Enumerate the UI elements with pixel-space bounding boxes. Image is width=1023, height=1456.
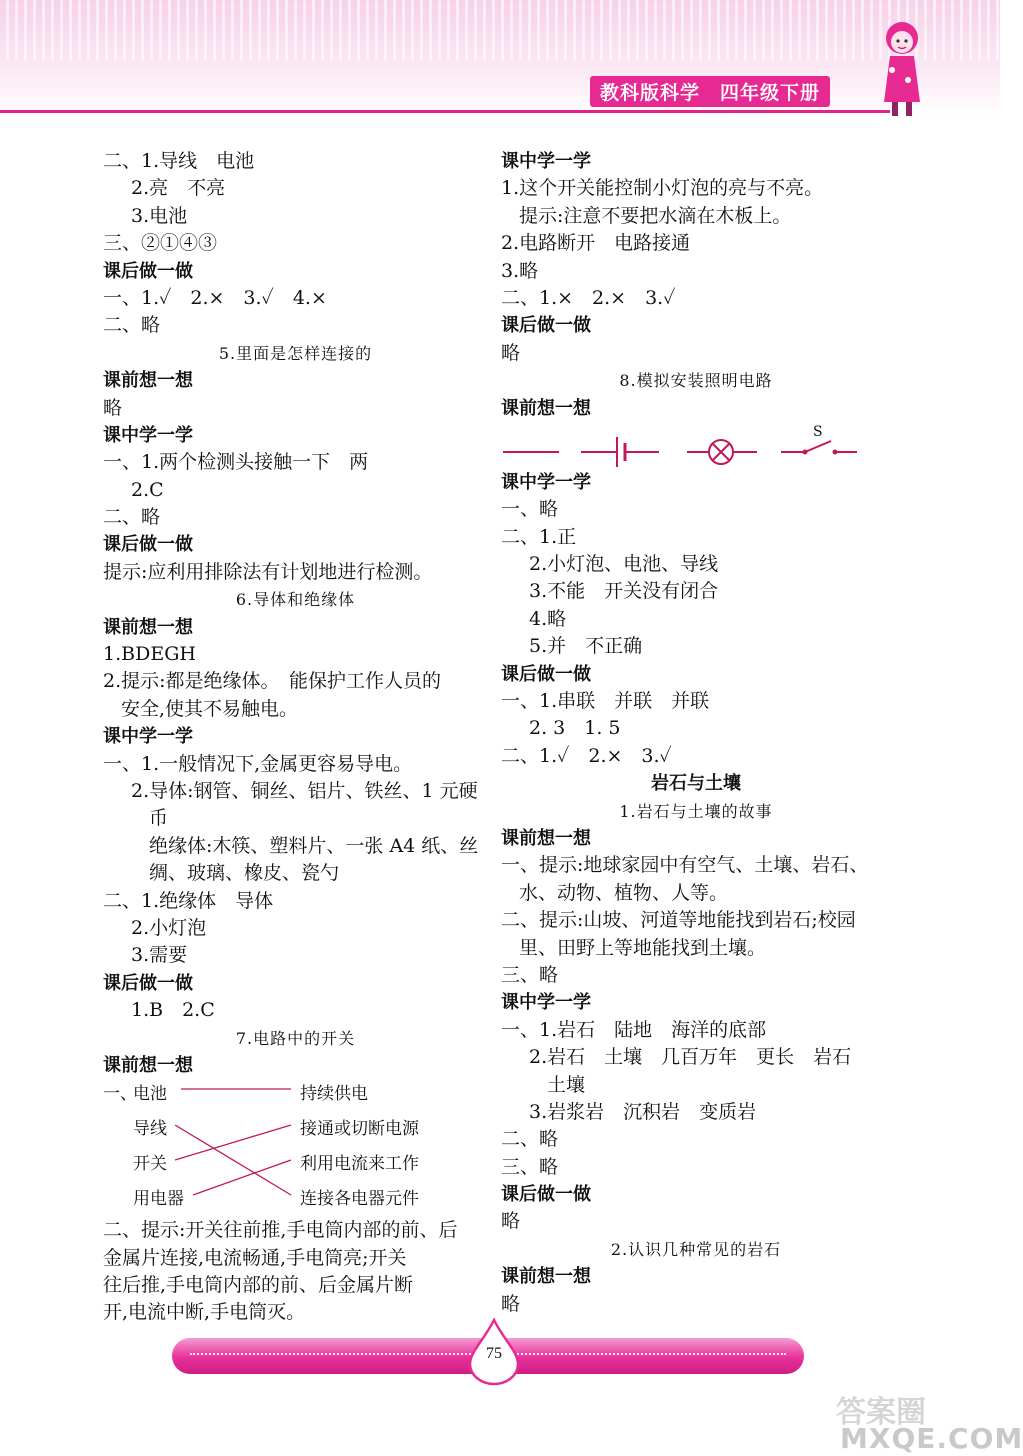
answer-line: 里、田野上等地能找到土壤。 (519, 936, 767, 959)
section-heading: 课后做一做 (501, 663, 591, 685)
lesson-title: 6.导体和绝缘体 (235, 590, 356, 610)
answer-line: 二、提示:山坡、河道等地能找到岩石;校园 (501, 909, 856, 932)
header-rule (0, 110, 890, 113)
book-title-badge: 教科版科学 四年级下册 (590, 76, 830, 107)
answer-line: 二、1.导线 电池 (103, 150, 255, 172)
answer-line: 略 (501, 341, 521, 364)
section-heading: 课中学一学 (103, 726, 193, 748)
left-answer-lines (103, 148, 488, 1079)
answer-line: 二、1.× 2.× 3.✓ (501, 286, 676, 309)
section-heading: 课中学一学 (501, 151, 591, 172)
answer-line: 3.不能 开关没有闭合 (529, 580, 719, 603)
section-heading: 课后做一做 (103, 534, 193, 556)
answer-line: 2.岩石 土壤 几百万年 更长 岩石 (529, 1046, 852, 1069)
right-column (501, 148, 891, 1318)
answer-line: 3.需要 (131, 944, 188, 967)
answer-line: 2.电路断开 电路接通 (501, 232, 691, 255)
lesson-title: 1.岩石与土壤的故事 (619, 801, 773, 821)
answer-line: 2.C (131, 478, 164, 501)
answer-line: 2. 3 1. 5 (529, 717, 621, 740)
section-heading: 课中学一学 (501, 471, 591, 493)
section-heading: 课后做一做 (501, 315, 591, 337)
section-heading: 课后做一做 (103, 260, 193, 282)
answer-line: 二、1.✓ 2.× 3.✓ (501, 744, 672, 767)
answer-line: 金属片连接,电流畅通,手电筒亮;开关 (103, 1246, 407, 1269)
svg-text:答案圈: 答案圈 (836, 1395, 926, 1430)
section-heading: 课中学一学 (103, 424, 193, 446)
answer-line: 二、略 (501, 1128, 559, 1151)
girl-mascot-icon (870, 10, 930, 120)
match-left-item: 用电器 (133, 1189, 184, 1210)
answer-line: 提示:应利用排除法有计划地进行检测。 (103, 560, 433, 583)
match-left-item: 开关 (133, 1154, 167, 1175)
answer-line: 绝缘体:木筷、塑料片、一张 A4 纸、丝 (149, 834, 479, 857)
answer-line: 三、②①④③ (103, 232, 218, 255)
lesson-title: 2.认识几种常见的岩石 (610, 1239, 782, 1259)
switch-label: S (813, 423, 823, 440)
circuit-symbols (501, 422, 891, 469)
lesson-title: 7.电路中的开关 (235, 1028, 356, 1048)
answer-line: 略 (501, 1210, 521, 1233)
answer-line: 4.略 (529, 607, 567, 630)
left-tail-lines (103, 1217, 488, 1327)
answer-line: 略 (501, 1292, 521, 1315)
matching-exercise (103, 1079, 488, 1217)
answer-line: 2.导体:钢管、铜丝、铝片、铁丝、1 元硬 (131, 779, 478, 802)
answer-line: 1.B 2.C (131, 999, 215, 1022)
section-heading: 课后做一做 (501, 1184, 591, 1206)
answer-line: 一、1.两个检测头接触一下 两 (103, 451, 369, 474)
answer-line: 一、1.一般情况下,金属更容易导电。 (103, 752, 413, 775)
section-heading: 课前想一想 (501, 397, 591, 419)
section-heading: 课后做一做 (103, 972, 193, 994)
page-number: 75 (486, 1345, 502, 1362)
answer-line: 二、1.正 (501, 525, 577, 548)
answer-line: 2.小灯泡、电池、导线 (529, 553, 719, 576)
section-heading: 课前想一想 (501, 827, 591, 849)
answer-line: 水、动物、植物、人等。 (519, 881, 729, 904)
left-column (103, 148, 488, 1327)
right-answer-lines-bottom (501, 469, 891, 1318)
answer-line: 往后推,手电筒内部的前、后金属片断 (103, 1274, 414, 1297)
answer-line: 3.电池 (131, 204, 188, 227)
answer-line: 币 (149, 807, 169, 830)
answer-line: 一、略 (501, 498, 559, 521)
match-left-item: 电池 (133, 1084, 167, 1105)
match-right-item: 连接各电器元件 (300, 1189, 419, 1210)
match-left-item: 导线 (133, 1119, 167, 1140)
answer-line: 二、提示:开关往前推,手电筒内部的前、后 (103, 1219, 458, 1242)
section-heading: 课前想一想 (103, 1054, 193, 1076)
answer-line: 一、1.✓ 2.× 3.✓ 4.× (103, 286, 327, 309)
lesson-title: 5.里面是怎样连接的 (218, 343, 373, 363)
match-right-item: 接通或切断电源 (300, 1119, 419, 1140)
answer-line: 一、1.岩石 陆地 海洋的底部 (501, 1018, 767, 1041)
answer-line: 绸、玻璃、橡皮、瓷勺 (149, 862, 340, 885)
answer-line: 2.提示:都是绝缘体。 能保护工作人员的 (103, 670, 442, 693)
answer-line: 二、1.绝缘体 导体 (103, 889, 274, 912)
header-band (0, 0, 1000, 118)
answer-line: 安全,使其不易触电。 (121, 697, 299, 720)
circuit-symbols-drawing (501, 422, 891, 469)
answer-line: 1.BDEGH (103, 643, 196, 666)
answer-line: 三、略 (501, 1155, 559, 1178)
answer-line: 开,电流中断,手电筒灭。 (103, 1301, 306, 1324)
answer-line: 3.略 (501, 259, 539, 282)
match-right-item: 利用电流来工作 (300, 1154, 419, 1175)
lesson-title: 岩石与土壤 (651, 773, 741, 795)
lesson-title: 8.模拟安装照明电路 (619, 371, 773, 391)
answer-line: 三、略 (501, 963, 559, 986)
answer-line: 二、略 (103, 506, 161, 529)
section-heading: 课前想一想 (103, 616, 193, 638)
answer-line: 3.岩浆岩 沉积岩 变质岩 (529, 1100, 757, 1123)
answer-line: 提示:注意不要把水滴在木板上。 (519, 204, 792, 227)
answer-line: 1.这个开关能控制小灯泡的亮与不亮。 (501, 177, 824, 200)
answer-line: 略 (103, 396, 123, 419)
answer-line: 2.亮 不亮 (131, 177, 226, 200)
match-prefix: 一、 (103, 1084, 137, 1105)
answer-line: 一、1.串联 并联 并联 (501, 690, 710, 713)
match-right-item: 持续供电 (300, 1084, 368, 1105)
answer-line: 2.小灯泡 (131, 916, 207, 939)
section-heading: 课前想一想 (501, 1266, 591, 1288)
right-answer-lines-top (501, 148, 891, 422)
section-heading: 课前想一想 (103, 370, 193, 392)
watermark-url: MXQE.COM (840, 1422, 1023, 1455)
answer-line: 一、提示:地球家园中有空气、土壤、岩石、 (501, 854, 869, 877)
answer-line: 土壤 (547, 1073, 586, 1096)
answer-line: 二、略 (103, 314, 161, 337)
section-heading: 课中学一学 (501, 992, 591, 1014)
answer-line: 5.并 不正确 (529, 635, 643, 658)
